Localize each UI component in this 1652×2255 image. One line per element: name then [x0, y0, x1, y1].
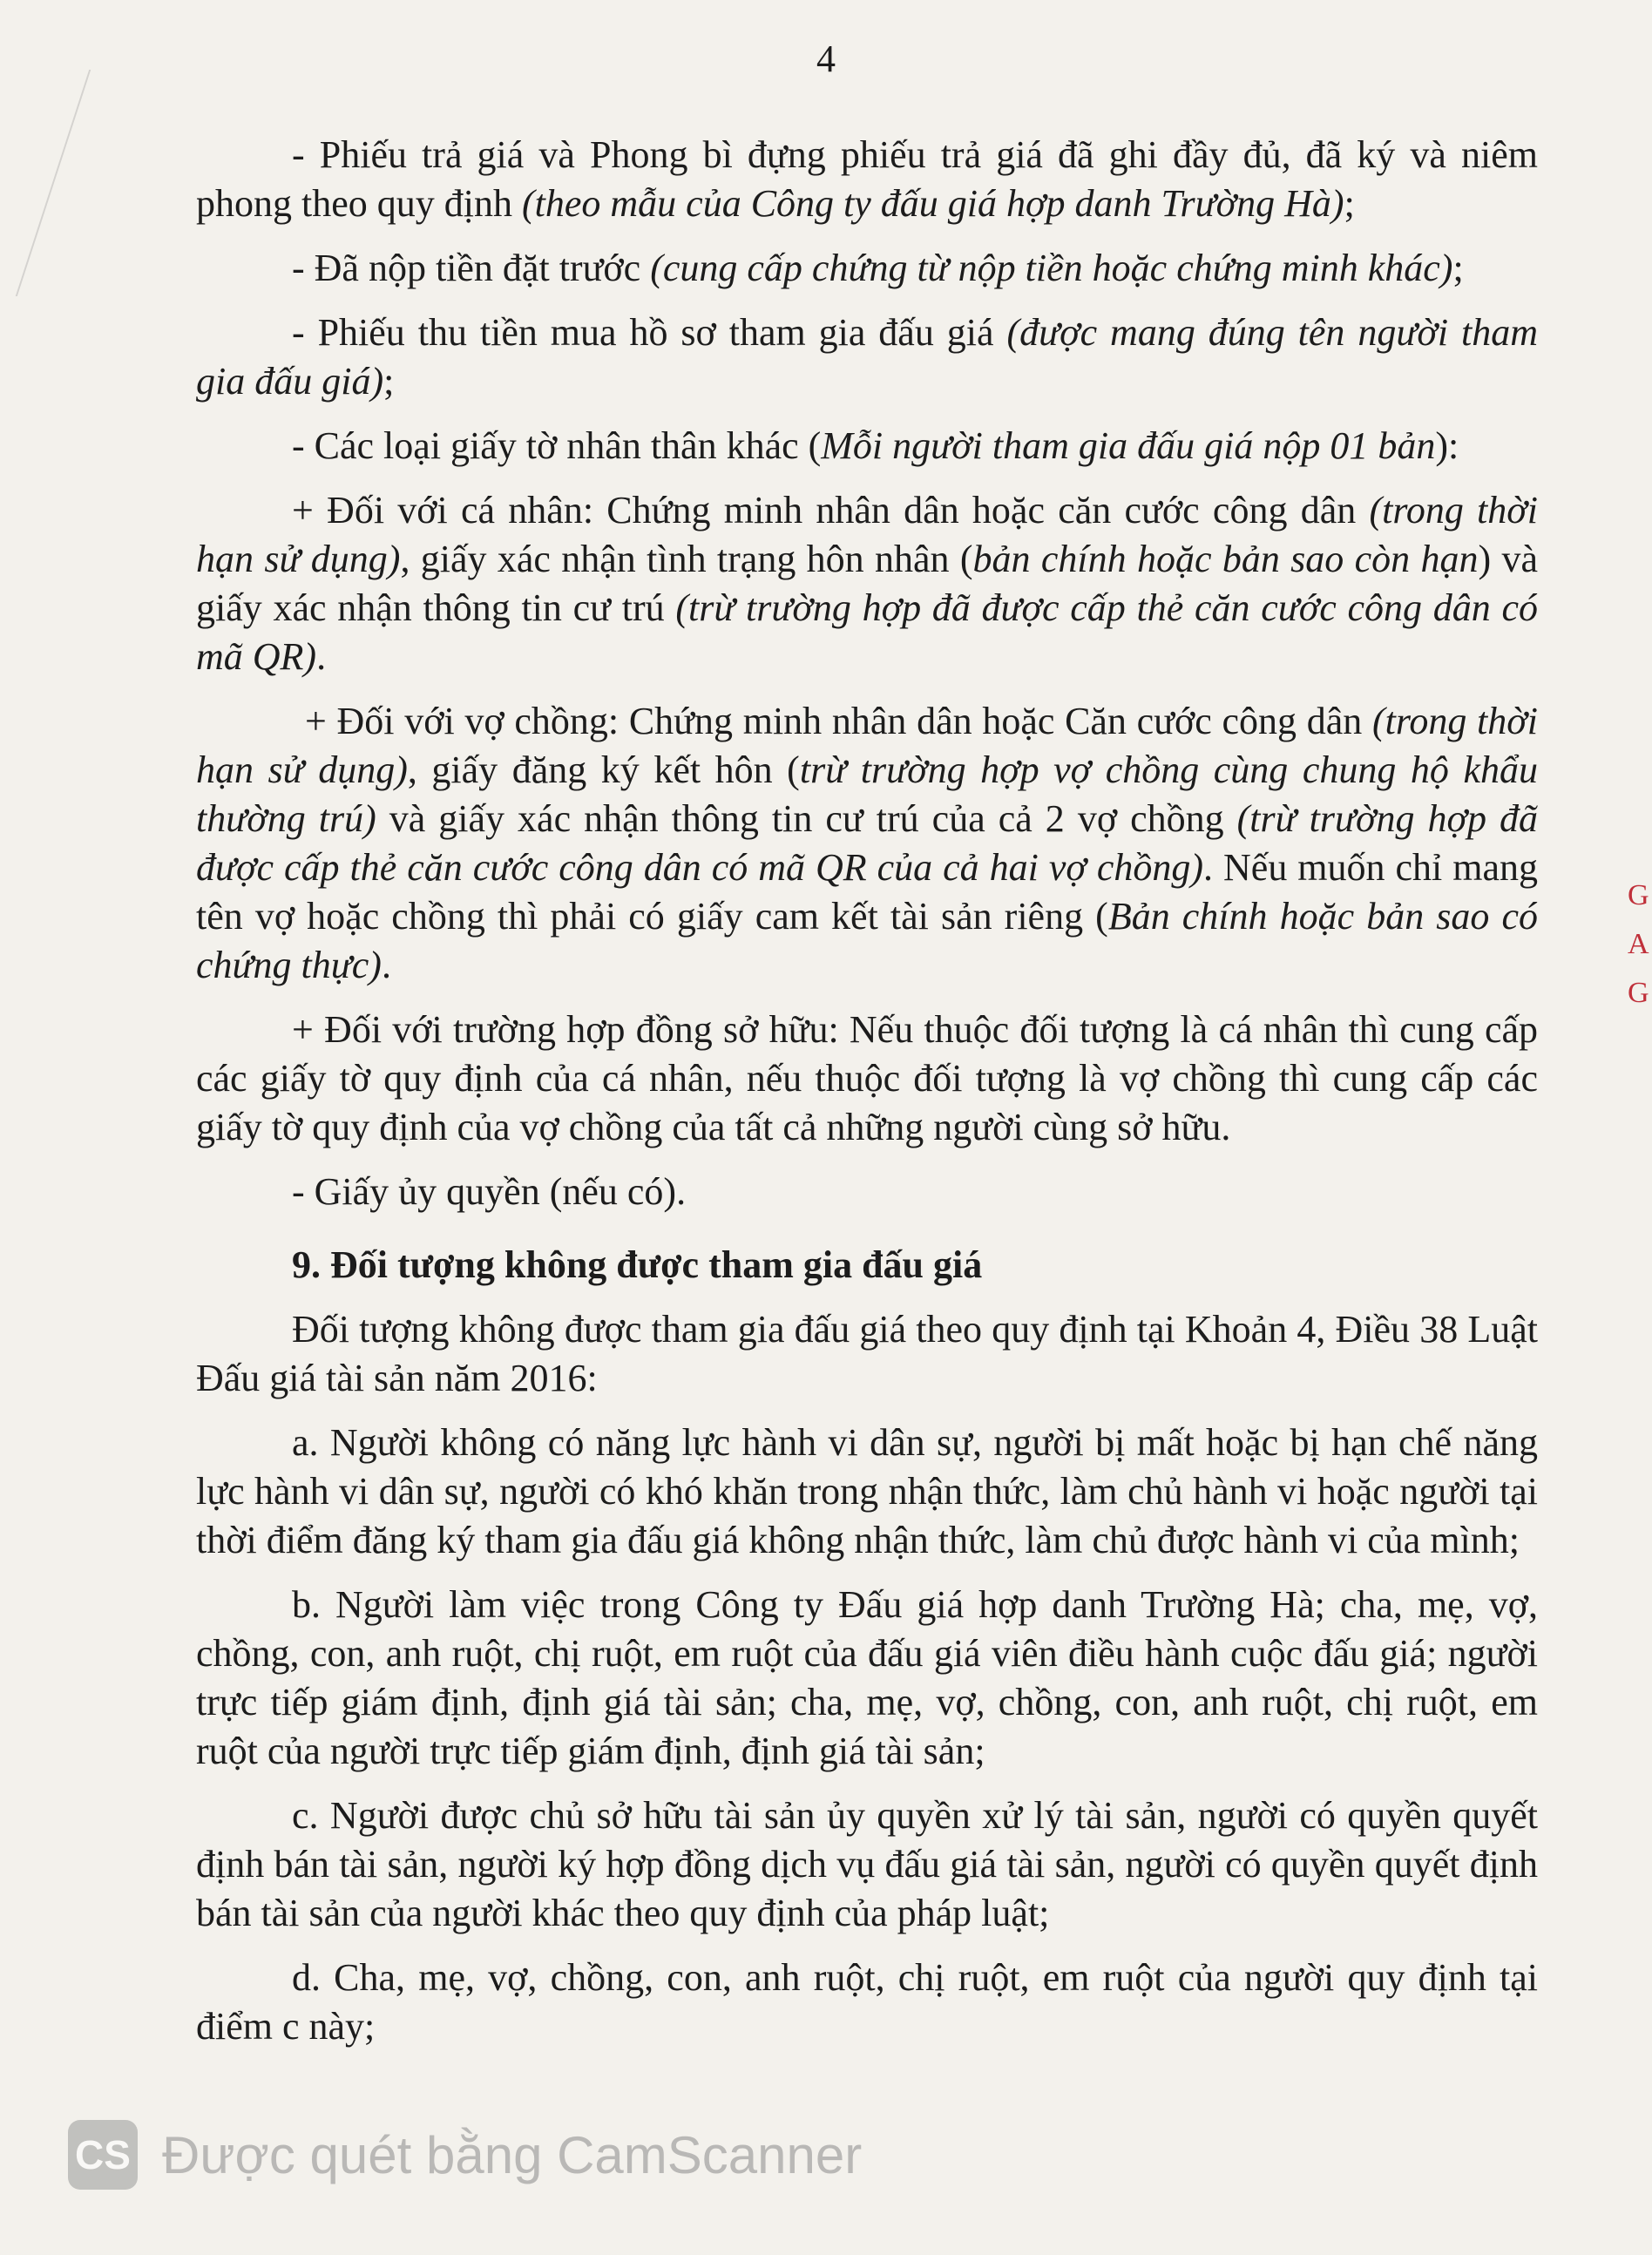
- page-number: 4: [816, 37, 836, 80]
- clause-b: b. Người làm việc trong Công ty Đấu giá hợp danh Trường Hà; cha, mẹ, vợ, chồng, con, anh ruột, chị ruột, em ruột của đấu giá viên điều hành cuộc đấu giá; người trực tiếp giám định, định giá tài sản; cha, mẹ, vợ, chồng, con, anh ruột, chị ruột, em ruột của người trực tiếp giám định, định giá tài sản;: [196, 1583, 1538, 1772]
- item-note: Mỗi người tham gia đấu giá nộp 01 bản: [821, 424, 1436, 467]
- item-tail: ;: [383, 360, 395, 403]
- stamp-letter: G: [1628, 879, 1649, 911]
- watermark-text: Được quét bằng CamScanner: [162, 2125, 863, 2184]
- clause-c: c. Người được chủ sở hữu tài sản ủy quyền xử lý tài sản, người có quyền quyết định bán tài sản, người ký hợp đồng dịch vụ đấu giá tài sản, người có quyền quyết định bán tài sản của người khác theo quy định của pháp luật;: [196, 1794, 1538, 1934]
- list-item: [196, 308, 1538, 406]
- co-owner-requirements: + Đối với trường hợp đồng sở hữu: Nếu thuộc đối tượng là cá nhân thì cung cấp các giấy tờ quy định của cá nhân, nếu thuộc đối tượng là vợ chồng thì cung cấp các giấy tờ quy định của vợ chồng của tất cả những người cùng sở hữu.: [196, 1008, 1538, 1148]
- italic-run: (trừ trường hợp đã được cấp thẻ căn cước công dân có mã QR): [196, 586, 1538, 678]
- individual-requirements: [196, 486, 1538, 681]
- text-run: .: [381, 944, 391, 986]
- item-text: - Các loại giấy tờ nhân thân khác (: [292, 424, 822, 467]
- text-run: . Nếu muốn chỉ mang tên vợ hoặc chồng thì phải có giấy cam kết tài sản riêng (: [196, 846, 1539, 938]
- italic-run: Bản chính hoặc bản sao có chứng thực): [196, 895, 1539, 986]
- document-body: [196, 131, 1538, 2067]
- item-note: (cung cấp chứng từ nộp tiền hoặc chứng minh khác): [650, 247, 1453, 289]
- list-item: [196, 131, 1538, 228]
- item-tail: ;: [1344, 182, 1355, 225]
- text-run: và giấy xác nhận thông tin cư trú của cả 2 vợ chồng: [376, 797, 1237, 840]
- stamp-letter: A: [1628, 928, 1649, 960]
- italic-run: (trong thời hạn sử dụng): [196, 700, 1538, 791]
- list-item: [196, 244, 1538, 293]
- italic-run: (trừ trường hợp đã được cấp thẻ căn cước công dân có mã QR của cả hai vợ chồng): [196, 797, 1539, 889]
- text-run: , giấy đăng ký kết hôn (: [407, 748, 800, 791]
- clause-a: a. Người không có năng lực hành vi dân sự, người bị mất hoặc bị hạn chế năng lực hành vi dân sự, người có khó khăn trong nhận thức, làm chủ hành vi hoặc người tại thời điểm đăng ký tham gia đấu giá không nhận thức, làm chủ được hành vi của mình;: [196, 1421, 1538, 1561]
- text-run: ) và giấy xác nhận thông tin cư trú: [196, 538, 1539, 629]
- list-item: [196, 422, 1538, 471]
- red-stamp-fragment: [1628, 871, 1649, 1018]
- paper-fold-shadow: [0, 70, 91, 296]
- italic-run: bản chính hoặc bản sao còn hạn: [972, 538, 1479, 580]
- text-run: + Đối với vợ chồng: Chứng minh nhân dân hoặc Căn cước công dân: [305, 700, 1372, 742]
- clause-d: d. Cha, mẹ, vợ, chồng, con, anh ruột, chị ruột, em ruột của người quy định tại điểm c này;: [196, 1956, 1538, 2048]
- italic-run: (trong thời hạn sử dụng): [196, 489, 1538, 580]
- authorization-item: - Giấy ủy quyền (nếu có).: [292, 1170, 687, 1213]
- item-note: (được mang đúng tên người tham gia đấu giá): [196, 311, 1538, 403]
- stamp-letter: G: [1628, 977, 1649, 1009]
- text-run: .: [316, 635, 327, 678]
- item-text: - Phiếu thu tiền mua hồ sơ tham gia đấu giá: [292, 311, 1007, 354]
- italic-run: trừ trường hợp vợ chồng cùng chung hộ khẩu thường trú): [196, 748, 1538, 840]
- camscanner-watermark: [68, 2116, 862, 2194]
- text-run: + Đối với cá nhân: Chứng minh nhân dân hoặc căn cước công dân: [292, 489, 1370, 532]
- section-intro: Đối tượng không được tham gia đấu giá theo quy định tại Khoản 4, Điều 38 Luật Đấu giá tài sản năm 2016:: [196, 1308, 1538, 1399]
- couple-requirements: [196, 697, 1538, 990]
- camscanner-logo-icon: CS: [68, 2120, 138, 2190]
- text-run: , giấy xác nhận tình trạng hôn nhân (: [400, 538, 973, 580]
- item-tail: ):: [1435, 424, 1459, 467]
- item-text: - Đã nộp tiền đặt trước: [292, 247, 651, 289]
- item-tail: ;: [1452, 247, 1464, 289]
- item-note: (theo mẫu của Công ty đấu giá hợp danh Trường Hà): [521, 182, 1344, 225]
- item-text: - Phiếu trả giá và Phong bì đựng phiếu trả giá đã ghi đầy đủ, đã ký và niêm phong theo quy định: [196, 133, 1538, 225]
- section-heading: 9. Đối tượng không được tham gia đấu giá: [292, 1243, 983, 1286]
